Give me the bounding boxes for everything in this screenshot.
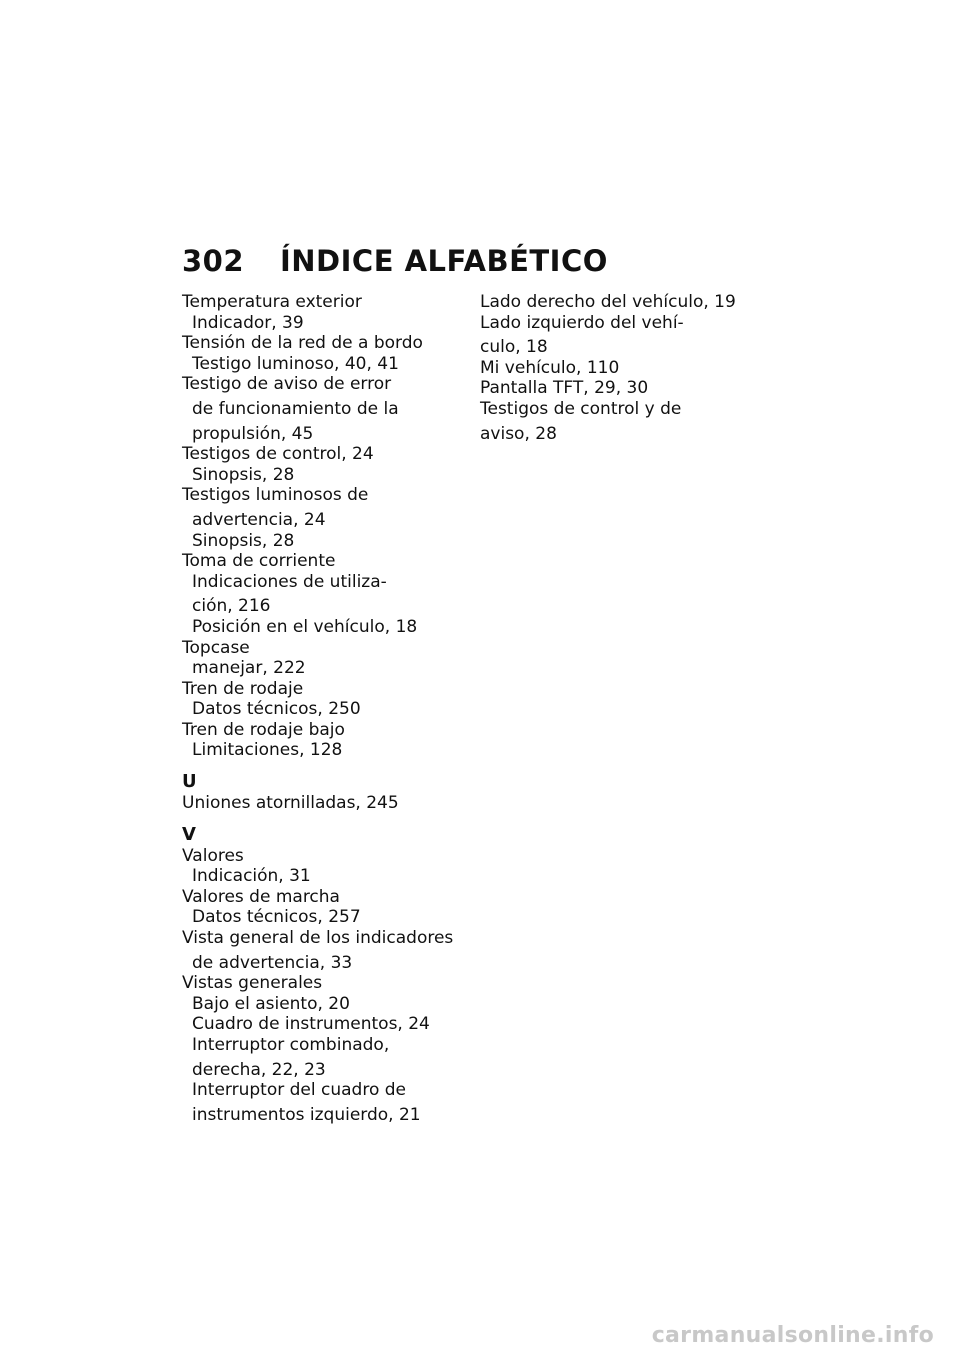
index-subentry: de advertencia, 33 bbox=[192, 952, 353, 973]
index-subentry: Sinopsis, 28 bbox=[192, 464, 295, 485]
index-subentry: propulsión, 45 bbox=[192, 423, 314, 444]
index-subentry: Testigo luminoso, 40, 41 bbox=[192, 353, 399, 374]
index-column-left bbox=[182, 292, 472, 1125]
index-subentry: advertencia, 24 bbox=[192, 509, 326, 530]
index-subentry: Datos técnicos, 250 bbox=[192, 699, 361, 720]
index-letter-heading: U bbox=[182, 771, 197, 793]
index-entry: aviso, 28 bbox=[480, 423, 557, 444]
index-subentry: Indicación, 31 bbox=[192, 866, 311, 887]
index-entry: Pantalla TFT, 29, 30 bbox=[480, 378, 649, 399]
index-entry: Vista general de los indicadores bbox=[182, 928, 454, 949]
index-subentry: Bajo el asiento, 20 bbox=[192, 993, 350, 1014]
index-entry: Lado izquierdo del vehí- bbox=[480, 312, 684, 333]
index-entry: Toma de corriente bbox=[182, 551, 336, 572]
page-header bbox=[182, 244, 608, 278]
index-entry: Temperatura exterior bbox=[182, 292, 362, 312]
index-entry: Valores bbox=[182, 845, 244, 866]
page-title: ÍNDICE ALFABÉTICO bbox=[280, 244, 608, 278]
index-entry: Valores de marcha bbox=[182, 886, 340, 907]
index-entry: Testigo de aviso de error bbox=[182, 374, 392, 395]
index-entry: Mi vehículo, 110 bbox=[480, 357, 620, 378]
index-subentry: de funcionamiento de la bbox=[192, 398, 399, 419]
index-column-right bbox=[480, 292, 770, 444]
index-entry: Vistas generales bbox=[182, 973, 323, 994]
index-entry: Uniones atornilladas, 245 bbox=[182, 793, 399, 814]
index-subentry: instrumentos izquierdo, 21 bbox=[192, 1104, 421, 1125]
index-subentry: manejar, 222 bbox=[192, 658, 306, 679]
index-subentry: Posición en el vehículo, 18 bbox=[192, 616, 418, 637]
index-subentry: Indicaciones de utiliza- bbox=[192, 571, 387, 592]
index-entry: Topcase bbox=[182, 637, 250, 658]
index-entry: culo, 18 bbox=[480, 337, 548, 358]
index-entry: Lado derecho del vehículo, 19 bbox=[480, 292, 736, 312]
index-subentry: Cuadro de instrumentos, 24 bbox=[192, 1014, 430, 1035]
index-entry: Tensión de la red de a bordo bbox=[182, 333, 423, 354]
index-subentry: derecha, 22, 23 bbox=[192, 1059, 326, 1080]
index-entry: Testigos de control y de bbox=[480, 398, 682, 419]
index-subentry: Interruptor del cuadro de bbox=[192, 1080, 406, 1101]
index-entry: Tren de rodaje bbox=[182, 678, 304, 699]
index-subentry: Limitaciones, 128 bbox=[192, 740, 343, 761]
index-letter-heading: V bbox=[182, 823, 196, 845]
index-subentry: ción, 216 bbox=[192, 596, 271, 617]
watermark: carmanualsonline.info bbox=[651, 1323, 934, 1348]
index-entry: Testigos de control, 24 bbox=[182, 444, 374, 465]
index-subentry: Indicador, 39 bbox=[192, 312, 304, 333]
page-number: 302 bbox=[182, 244, 245, 278]
index-entry: Testigos luminosos de bbox=[182, 485, 369, 506]
index-entry: Tren de rodaje bajo bbox=[182, 719, 345, 740]
index-subentry: Interruptor combinado, bbox=[192, 1035, 390, 1055]
index-subentry: Sinopsis, 28 bbox=[192, 530, 295, 551]
index-subentry: Datos técnicos, 257 bbox=[192, 907, 361, 928]
